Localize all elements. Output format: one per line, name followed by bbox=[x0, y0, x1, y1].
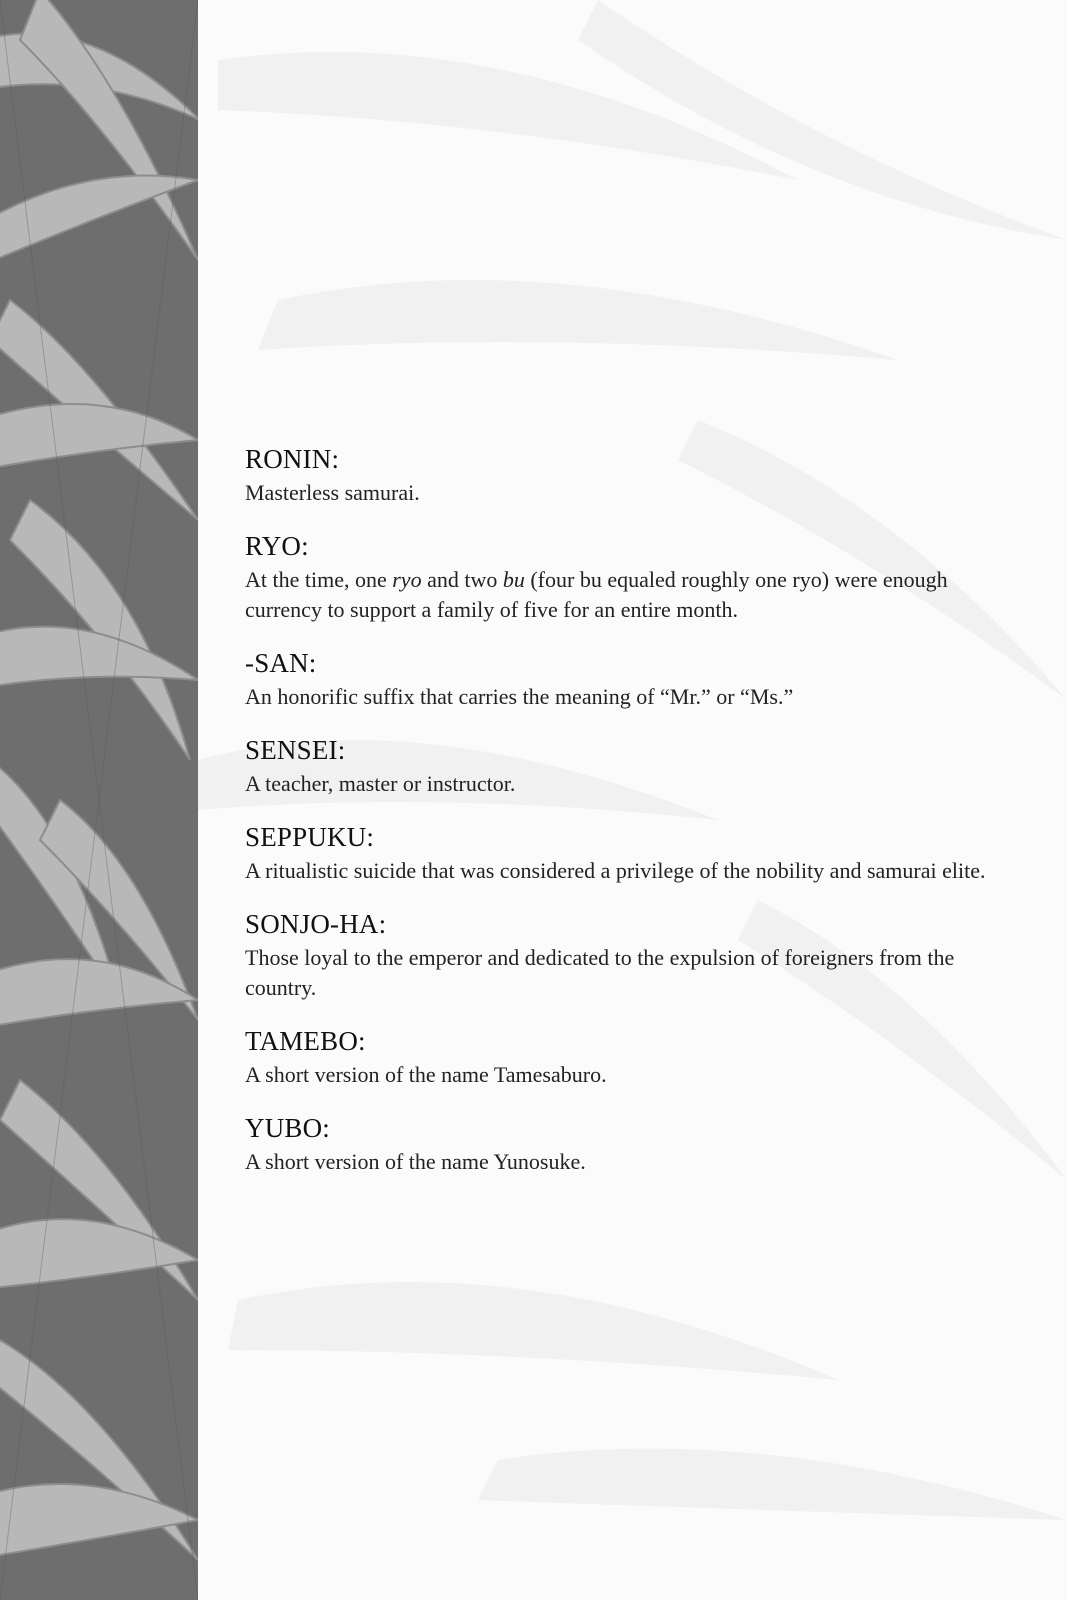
glossary-list bbox=[245, 443, 1005, 1199]
glossary-term: -SAN: bbox=[245, 648, 317, 678]
bamboo-leaf-pattern bbox=[0, 0, 198, 1600]
glossary-entry-tamebo bbox=[245, 1025, 1005, 1090]
glossary-entry-ryo bbox=[245, 530, 1005, 625]
glossary-term: RYO: bbox=[245, 531, 309, 561]
glossary-definition: An honorific suffix that carries the meaning of “Mr.” or “Ms.” bbox=[245, 684, 794, 709]
definition-text: and two bbox=[421, 567, 503, 592]
glossary-term: SEPPUKU: bbox=[245, 822, 375, 852]
glossary-term: YUBO: bbox=[245, 1113, 331, 1143]
glossary-definition: A ritualistic suicide that was considered a privilege of the nobility and samurai elite. bbox=[245, 858, 986, 883]
definition-text: At the time, one bbox=[245, 567, 393, 592]
definition-italic-term: ryo bbox=[392, 567, 422, 592]
glossary-entry-ronin bbox=[245, 443, 1005, 508]
glossary-definition: A short version of the name Tamesaburo. bbox=[245, 1062, 607, 1087]
definition-text: (four bu equaled roughly one ryo) were enough currency to support a family of five for an entire month. bbox=[245, 567, 948, 622]
glossary-entry-san bbox=[245, 647, 1005, 712]
glossary-definition: Those loyal to the emperor and dedicated to the expulsion of foreigners from the country. bbox=[245, 945, 955, 1000]
glossary-term: SENSEI: bbox=[245, 735, 346, 765]
glossary-term: TAMEBO: bbox=[245, 1026, 366, 1056]
glossary-entry-seppuku bbox=[245, 821, 1005, 886]
glossary-definition: Masterless samurai. bbox=[245, 480, 420, 505]
glossary-entry-sonjo-ha bbox=[245, 908, 1005, 1003]
glossary-definition: A teacher, master or instructor. bbox=[245, 771, 516, 796]
glossary-term: RONIN: bbox=[245, 444, 340, 474]
definition-italic-term: bu bbox=[502, 567, 525, 592]
glossary-definition bbox=[245, 565, 1005, 625]
glossary-term: SONJO-HA: bbox=[245, 909, 387, 939]
bamboo-leaf-sidebar bbox=[0, 0, 198, 1600]
glossary-entry-sensei bbox=[245, 734, 1005, 799]
glossary-entry-yubo bbox=[245, 1112, 1005, 1177]
glossary-definition: A short version of the name Yunosuke. bbox=[245, 1149, 586, 1174]
